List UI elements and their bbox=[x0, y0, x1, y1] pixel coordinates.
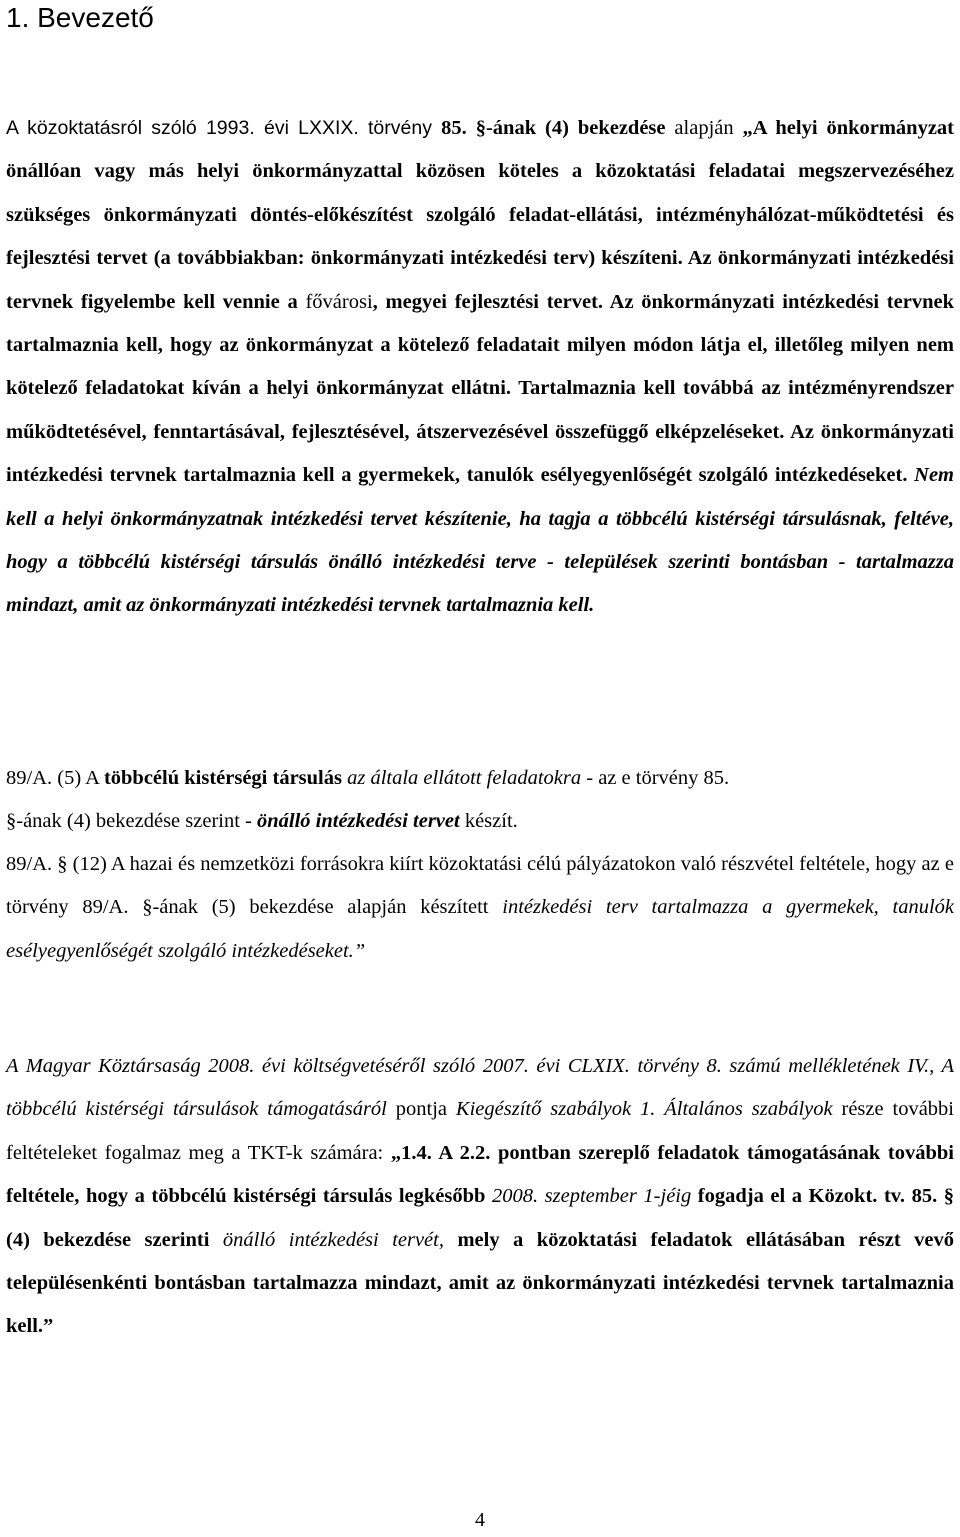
paragraph-law-1993 bbox=[6, 107, 954, 628]
page-number: 4 bbox=[475, 1509, 485, 1531]
p1-run: Nem kell a helyi önkormányzatnak intézkedési tervet készítenie, ha tagja a többcélú kistérségi társulásnak, feltéve, hogy a többcélú kistérségi társulás önálló intézkedési terve - települések szerinti bontásban - tartalmazza mindazt, amit az önkormányzati intézkedési tervnek tartalmaznia kell. bbox=[6, 464, 954, 617]
p5-run: fogadja el a Közokt. tv. 85. § (4) bekezdése szerinti bbox=[6, 1185, 954, 1251]
p4-run: intézkedési terv tartalmazza a gyermekek, tanulók esélyegyenlőségét szolgáló intézkedéseket.” bbox=[6, 896, 955, 962]
paragraph-budget-law-2008 bbox=[6, 1045, 954, 1349]
p3-run: önálló intézkedési tervet bbox=[257, 810, 460, 832]
p5-run: pontja bbox=[386, 1098, 456, 1121]
p1-run: , megyei fejlesztési tervet. bbox=[372, 290, 604, 313]
p5-run: Kiegészítő szabályok 1. Általános szabályok bbox=[455, 1098, 833, 1121]
p5-run: mely a közoktatási feladatok ellátásában részt vevő településenkénti bontásban tartalmazza mindazt, amit az önkormányzati intézkedési tervnek tartalmaznia kell.” bbox=[6, 1228, 954, 1338]
p2-run: többcélú kistérségi társulás bbox=[103, 767, 342, 789]
p1-run: A közoktatásról szóló 1993. évi LXXIX. törvény bbox=[6, 117, 442, 139]
p3-run: §-ának (4) bekezdése szerint - bbox=[6, 810, 257, 832]
paragraph-89a-5-cont bbox=[6, 800, 954, 843]
p2-run: 89/A. (5) A bbox=[6, 767, 104, 789]
p5-run: A Magyar Köztársaság 2008. évi költségvetéséről szóló 2007. évi CLXIX. törvény 8. számú mellékletének IV., A többcélú kistérségi társulások támogatásáról bbox=[6, 1055, 954, 1121]
p5-run: „1.4. A 2.2. pontban szereplő feladatok támogatásának további feltétele, hogy a többcélú kistérségi társulás legkésőbb bbox=[6, 1141, 954, 1208]
p5-run: önálló intézkedési tervét, bbox=[222, 1228, 444, 1251]
p5-run: 2008. szeptember 1-jéig bbox=[491, 1185, 692, 1208]
p4-run: 89/A. § (12) A hazai és nemzetközi forrásokra kiírt közoktatási célú pályázatokon való részvétel feltétele, hogy az e törvény 89/A. §-ának (5) bekezdése alapján készített bbox=[6, 853, 954, 919]
p1-run: „A helyi önkormányzat önállóan vagy más helyi önkormányzattal közösen köteles a közoktatási feladatai megszervezéséhez szükséges önkormányzati döntés-előkészítést szolgáló feladat-ellátási, intézményhálózat-működtetési és fejlesztési tervet (a továbbiakban: önkormányzati intézkedési terv) készíteni. Az önkormányzati intézkedési tervnek figyelembe kell vennie a bbox=[6, 117, 954, 313]
p1-run: fővárosi bbox=[305, 290, 373, 313]
section-heading: 1. Bevezető bbox=[6, 2, 154, 33]
p2-run: az általa ellátott feladatokra bbox=[347, 767, 582, 789]
paragraph-89a-12 bbox=[6, 843, 954, 973]
p3-run: készít. bbox=[459, 810, 518, 832]
p2-run: - az e törvény 85. bbox=[581, 767, 730, 789]
p1-run: Az önkormányzati intézkedési tervnek tartalmaznia kell, hogy az önkormányzat a kötelező feladatait milyen módon látja el, illetőleg milyen nem kötelező feladatokat kíván a helyi önkormányzat ellátni. Tartalmaznia kell továbbá az intézményrendszer működtetésével, fenntartásával, fejlesztésével, átszervezésével összefüggő elképzeléseket. Az önkormányzati intézkedési tervnek tartalmaznia kell a gyermekek, tanulók esélyegyenlőségét szolgáló intézkedéseket. bbox=[6, 290, 954, 487]
p1-run: alapján bbox=[665, 117, 743, 139]
p5-run: része további feltételeket fogalmaz meg a TKT-k számára: bbox=[6, 1098, 954, 1164]
p1-run: 85. §-ának (4) bekezdése bbox=[441, 117, 666, 139]
paragraph-89a-5 bbox=[6, 757, 954, 800]
